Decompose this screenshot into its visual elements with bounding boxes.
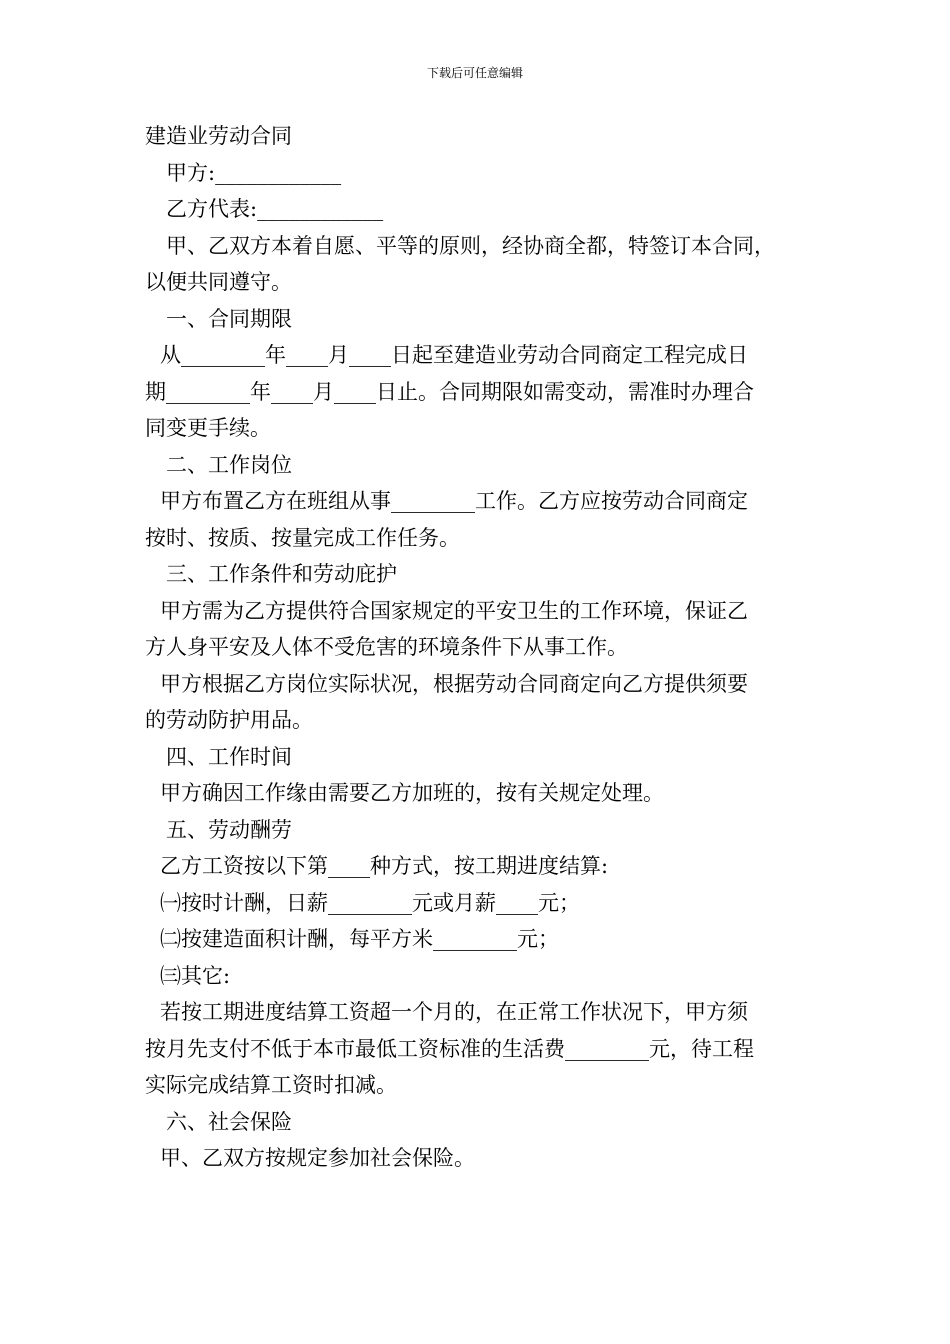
paragraph-line: 从________年____月____日起至建造业劳动合同商定工程完成日 <box>160 343 748 367</box>
page-header-note: 下载后可任意编辑 <box>426 66 523 80</box>
paragraph-line: 按时、按质、按量完成工作任务。 <box>145 525 460 550</box>
section-heading: 五、劳动酬劳 <box>166 817 292 842</box>
list-item: ㈠按时计酬，日薪________元或月薪____元； <box>160 890 580 915</box>
contract-body <box>145 118 825 1177</box>
section-heading: 六、社会保险 <box>166 1109 292 1134</box>
paragraph-line: 以便共同遵守。 <box>145 270 292 294</box>
paragraph-line: 的劳动防护用品。 <box>145 708 313 732</box>
paragraph-line: 甲方布置乙方在班组从事________工作。乙方应按劳动合同商定 <box>160 489 748 513</box>
section-heading: 二、工作岗位 <box>166 452 292 477</box>
party-a-line: 甲方:____________ <box>166 160 342 185</box>
paragraph-line: 甲、乙双方本着自愿、平等的原则，经协商全都，特签订本合同， <box>166 233 775 258</box>
paragraph-line: 甲方确因工作缘由需要乙方加班的，按有关规定处理。 <box>160 781 664 805</box>
list-item: ㈡按建造面积计酬，每平方米________元； <box>160 927 559 951</box>
party-b-representative-line: 乙方代表:____________ <box>166 197 384 221</box>
paragraph-line: 甲方需为乙方提供符合国家规定的平安卫生的工作环境，保证乙 <box>160 598 748 623</box>
paragraph-line: 若按工期进度结算工资超一个月的，在正常工作状况下，甲方须 <box>160 1000 748 1024</box>
section-heading: 四、工作时间 <box>166 744 292 769</box>
document-title: 建造业劳动合同 <box>145 124 292 148</box>
paragraph-line: 按月先支付不低于本市最低工资标准的生活费________元，待工程 <box>145 1036 754 1061</box>
list-item: ㈢其它: <box>160 963 231 988</box>
section-heading: 一、合同期限 <box>166 306 292 331</box>
paragraph-line: 同变更手续。 <box>145 416 271 440</box>
paragraph-line: 方人身平安及人体不受危害的环境条件下从事工作。 <box>145 635 628 659</box>
paragraph-line: 甲、乙双方按规定参加社会保险。 <box>160 1146 475 1170</box>
paragraph-line: 实际完成结算工资时扣减。 <box>145 1073 397 1097</box>
section-heading: 三、工作条件和劳动庇护 <box>166 562 397 586</box>
paragraph-line: 期________年____月____日止。合同期限如需变动，需准时办理合 <box>145 379 754 404</box>
paragraph-line: 甲方根据乙方岗位实际状况，根据劳动合同商定向乙方提供须要 <box>160 671 748 696</box>
paragraph-line: 乙方工资按以下第____种方式，按工期进度结算: <box>160 854 609 878</box>
